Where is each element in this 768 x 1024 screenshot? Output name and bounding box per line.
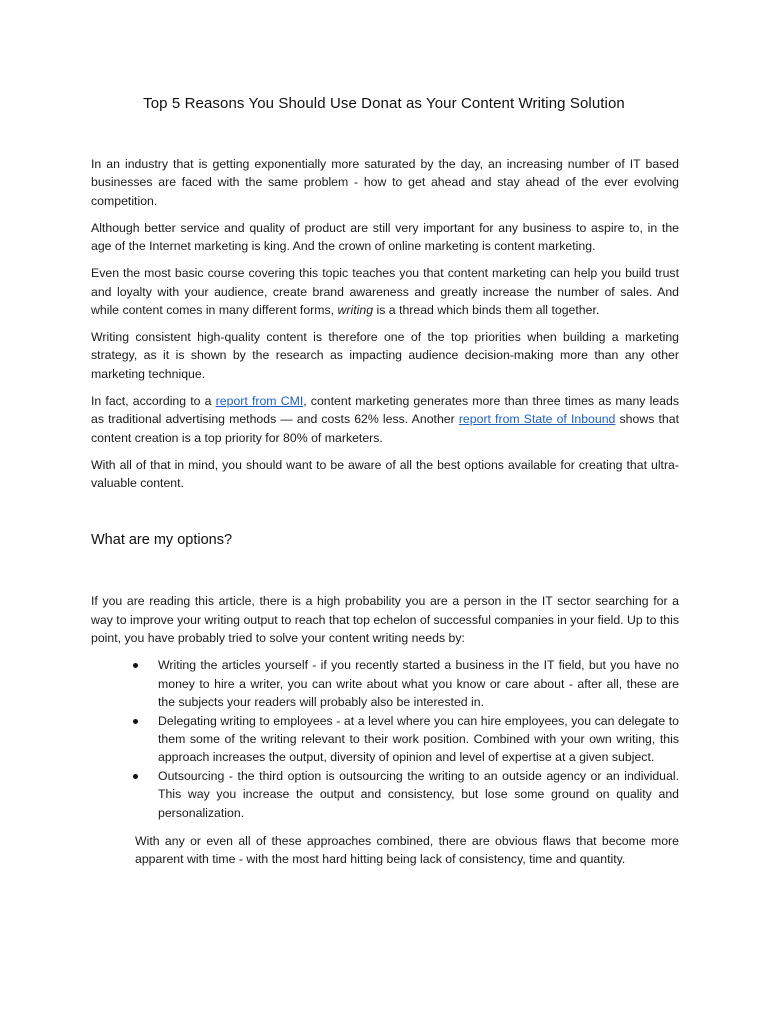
list-item-text: Delegating writing to employees - at a level where you can hire employees, you can delegate to them some of the writing relevant to their work position. Combined with your own writing, this approach increases the output, diversity of opinion and level of expertise at a given subject. [158, 713, 679, 765]
paragraph-text: is a thread which binds them all together. [373, 303, 600, 318]
bullet-icon [133, 719, 138, 724]
paragraph-intro-2: Although better service and quality of product are still very important for any business to aspire to, in the age of the Internet marketing is king. And the crown of online marketing is content marketing. [91, 220, 679, 254]
document-title: Top 5 Reasons You Should Use Donat as Your Content Writing Solution [143, 95, 625, 112]
paragraph-priorities: Writing consistent high-quality content is therefore one of the top priorities when building a marketing strategy, as it is shown by the research as impacting audience decision-making more than any other marketing technique. [91, 330, 679, 381]
section-heading-options: What are my options? [91, 532, 233, 549]
paragraph-summary: With all of that in mind, you should want to be aware of all the best options available for creating that ultra-valuable content. [91, 457, 679, 491]
paragraph-closing: With any or even all of these approaches combined, there are obvious flaws that become more apparent with time - with the most hard hitting being lack of consistency, time and quantity. [135, 833, 679, 867]
options-list [91, 656, 679, 822]
document-body [91, 155, 679, 869]
list-item-text: Outsourcing - the third option is outsourcing the writing to an outside agency or an individual. This way you increase the output and consistency, but lose some ground on quality and personalization. [158, 768, 679, 820]
paragraph-text: shows that content creation is a top priority for 80% of marketers. [91, 412, 679, 445]
paragraph-intro-1: In an industry that is getting exponentially more saturated by the day, an increasing number of IT based businesses are faced with the same problem - how to get ahead and stay ahead of the ever evolving competition. [91, 157, 679, 208]
paragraph-statistics [91, 392, 679, 447]
paragraph-content-marketing [91, 264, 679, 319]
bullet-icon [133, 774, 138, 779]
list-item [91, 767, 679, 822]
emphasis-writing: writing [337, 303, 374, 318]
paragraph-options-intro: If you are reading this article, there is a high probability you are a person in the IT sector searching for a way to improve your writing output to reach that top echelon of successful companies in your field. Up to this point, you have probably tried to solve your content writing needs by: [91, 594, 679, 646]
paragraph-text: Even the most basic course covering this topic teaches you that content marketing can help you build trust and loyalty with your audience, create brand awareness and greatly increase the number of sales. And while content comes in many different forms, [91, 266, 679, 318]
paragraph-text: In fact, according to a [91, 393, 216, 408]
bullet-icon [133, 663, 138, 668]
list-item-text: Writing the articles yourself - if you recently started a business in the IT field, but you have no money to hire a writer, you can write about what you know or care about - after all, these are the subjects your readers will probably also be interested in. [158, 658, 679, 710]
list-item [91, 712, 679, 767]
link-report-state-of-inbound[interactable]: report from State of Inbound [458, 412, 616, 427]
list-item [91, 656, 679, 711]
paragraph-text: , content marketing generates more than three times as many leads as traditional advertising methods — and costs 62% less. Another [91, 393, 679, 427]
link-report-cmi[interactable]: report from CMI [215, 393, 304, 408]
